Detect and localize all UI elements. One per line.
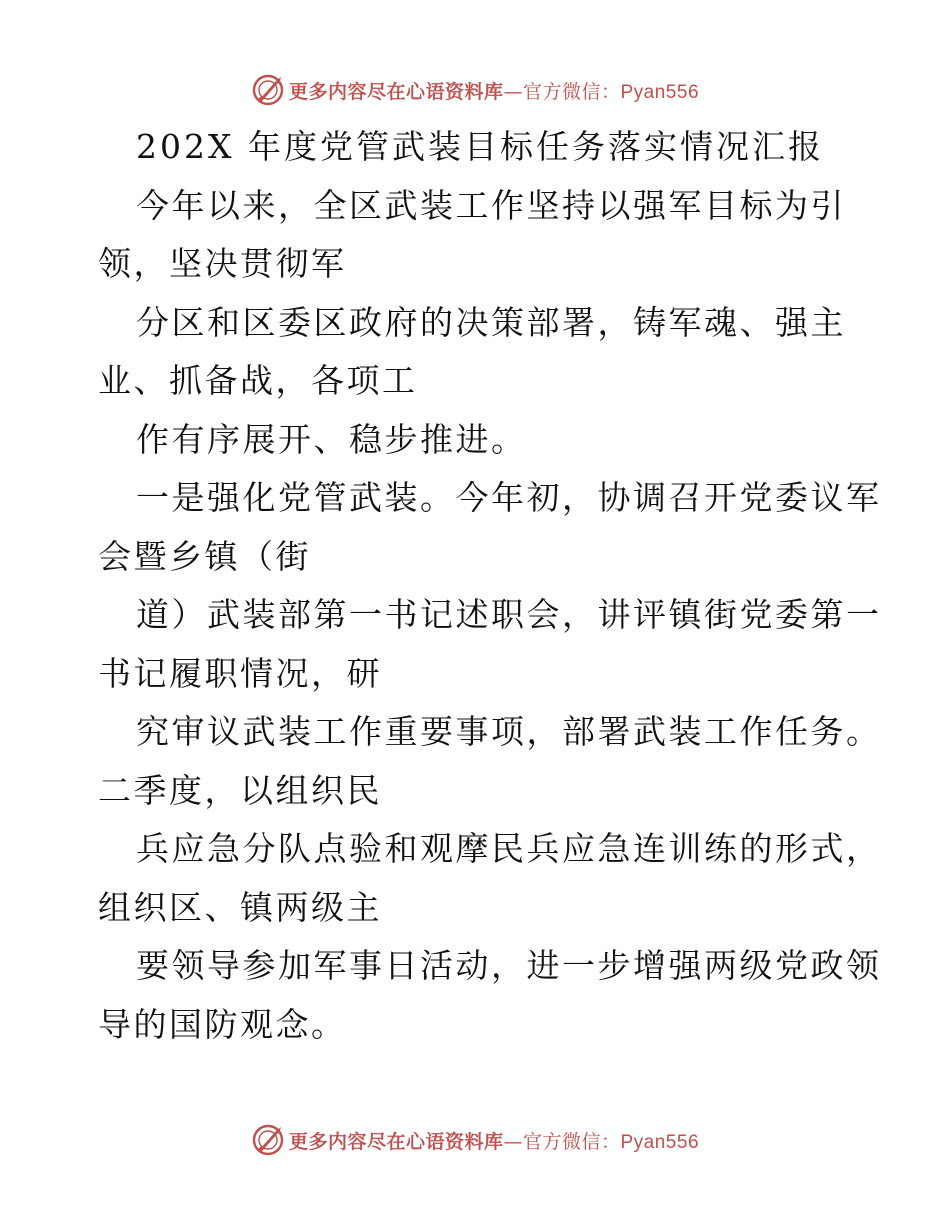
paragraph-line: 领，坚决贯彻军 bbox=[98, 244, 347, 283]
paragraph-line: 会暨乡镇（街 bbox=[98, 536, 311, 576]
paragraph-line: 兵应急分队点验和观摩民兵应急连训练的形式， bbox=[136, 829, 882, 868]
watermark-contact-label: 官方微信： bbox=[522, 1130, 621, 1153]
watermark-text bbox=[289, 1127, 699, 1154]
document-body bbox=[98, 118, 882, 1054]
paragraph-line: 一是强化党管武装。今年初，协调召开党委议军 bbox=[136, 478, 882, 517]
watermark-brand: 更多内容尽在心语资料库 bbox=[288, 80, 504, 103]
paragraph-line: 书记履职情况，研 bbox=[98, 653, 382, 693]
paragraph-line: 今年以来，全区武装工作坚持以强军目标为引 bbox=[136, 185, 846, 225]
watermark-brand: 更多内容尽在心语资料库 bbox=[288, 1130, 504, 1153]
paragraph-line: 道）武装部第一书记述职会，讲评镇街党委第一 bbox=[136, 595, 882, 634]
paragraph-line: 二季度，以组织民 bbox=[98, 770, 382, 810]
watermark-contact-id: Pyan556 bbox=[620, 81, 700, 103]
watermark-separator: — bbox=[503, 80, 523, 103]
quill-pen-seal-icon bbox=[251, 73, 285, 107]
footer-watermark bbox=[0, 1120, 950, 1160]
quill-pen-seal-icon bbox=[251, 1123, 285, 1157]
paragraph-line: 作有序展开、稳步推进。 bbox=[136, 419, 527, 459]
watermark-contact-id: Pyan556 bbox=[620, 1131, 700, 1153]
watermark-separator: — bbox=[503, 1130, 523, 1153]
watermark-contact-label: 官方微信： bbox=[522, 80, 621, 103]
watermark-text bbox=[289, 77, 699, 104]
paragraph-line: 要领导参加军事日活动，进一步增强两级党政领 bbox=[136, 946, 882, 985]
paragraph-line: 组织区、镇两级主 bbox=[98, 887, 382, 927]
document-title: 202X 年度党管武装目标任务落实情况汇报 bbox=[136, 127, 824, 166]
paragraph-line: 导的国防观念。 bbox=[98, 1004, 347, 1044]
header-watermark bbox=[0, 70, 950, 110]
paragraph-line: 究审议武装工作重要事项，部署武装工作任务。 bbox=[136, 712, 882, 751]
paragraph-line: 业、抓备战，各项工 bbox=[98, 361, 418, 400]
paragraph-line: 分区和区委区政府的决策部署，铸军魂、强主 bbox=[136, 302, 846, 342]
